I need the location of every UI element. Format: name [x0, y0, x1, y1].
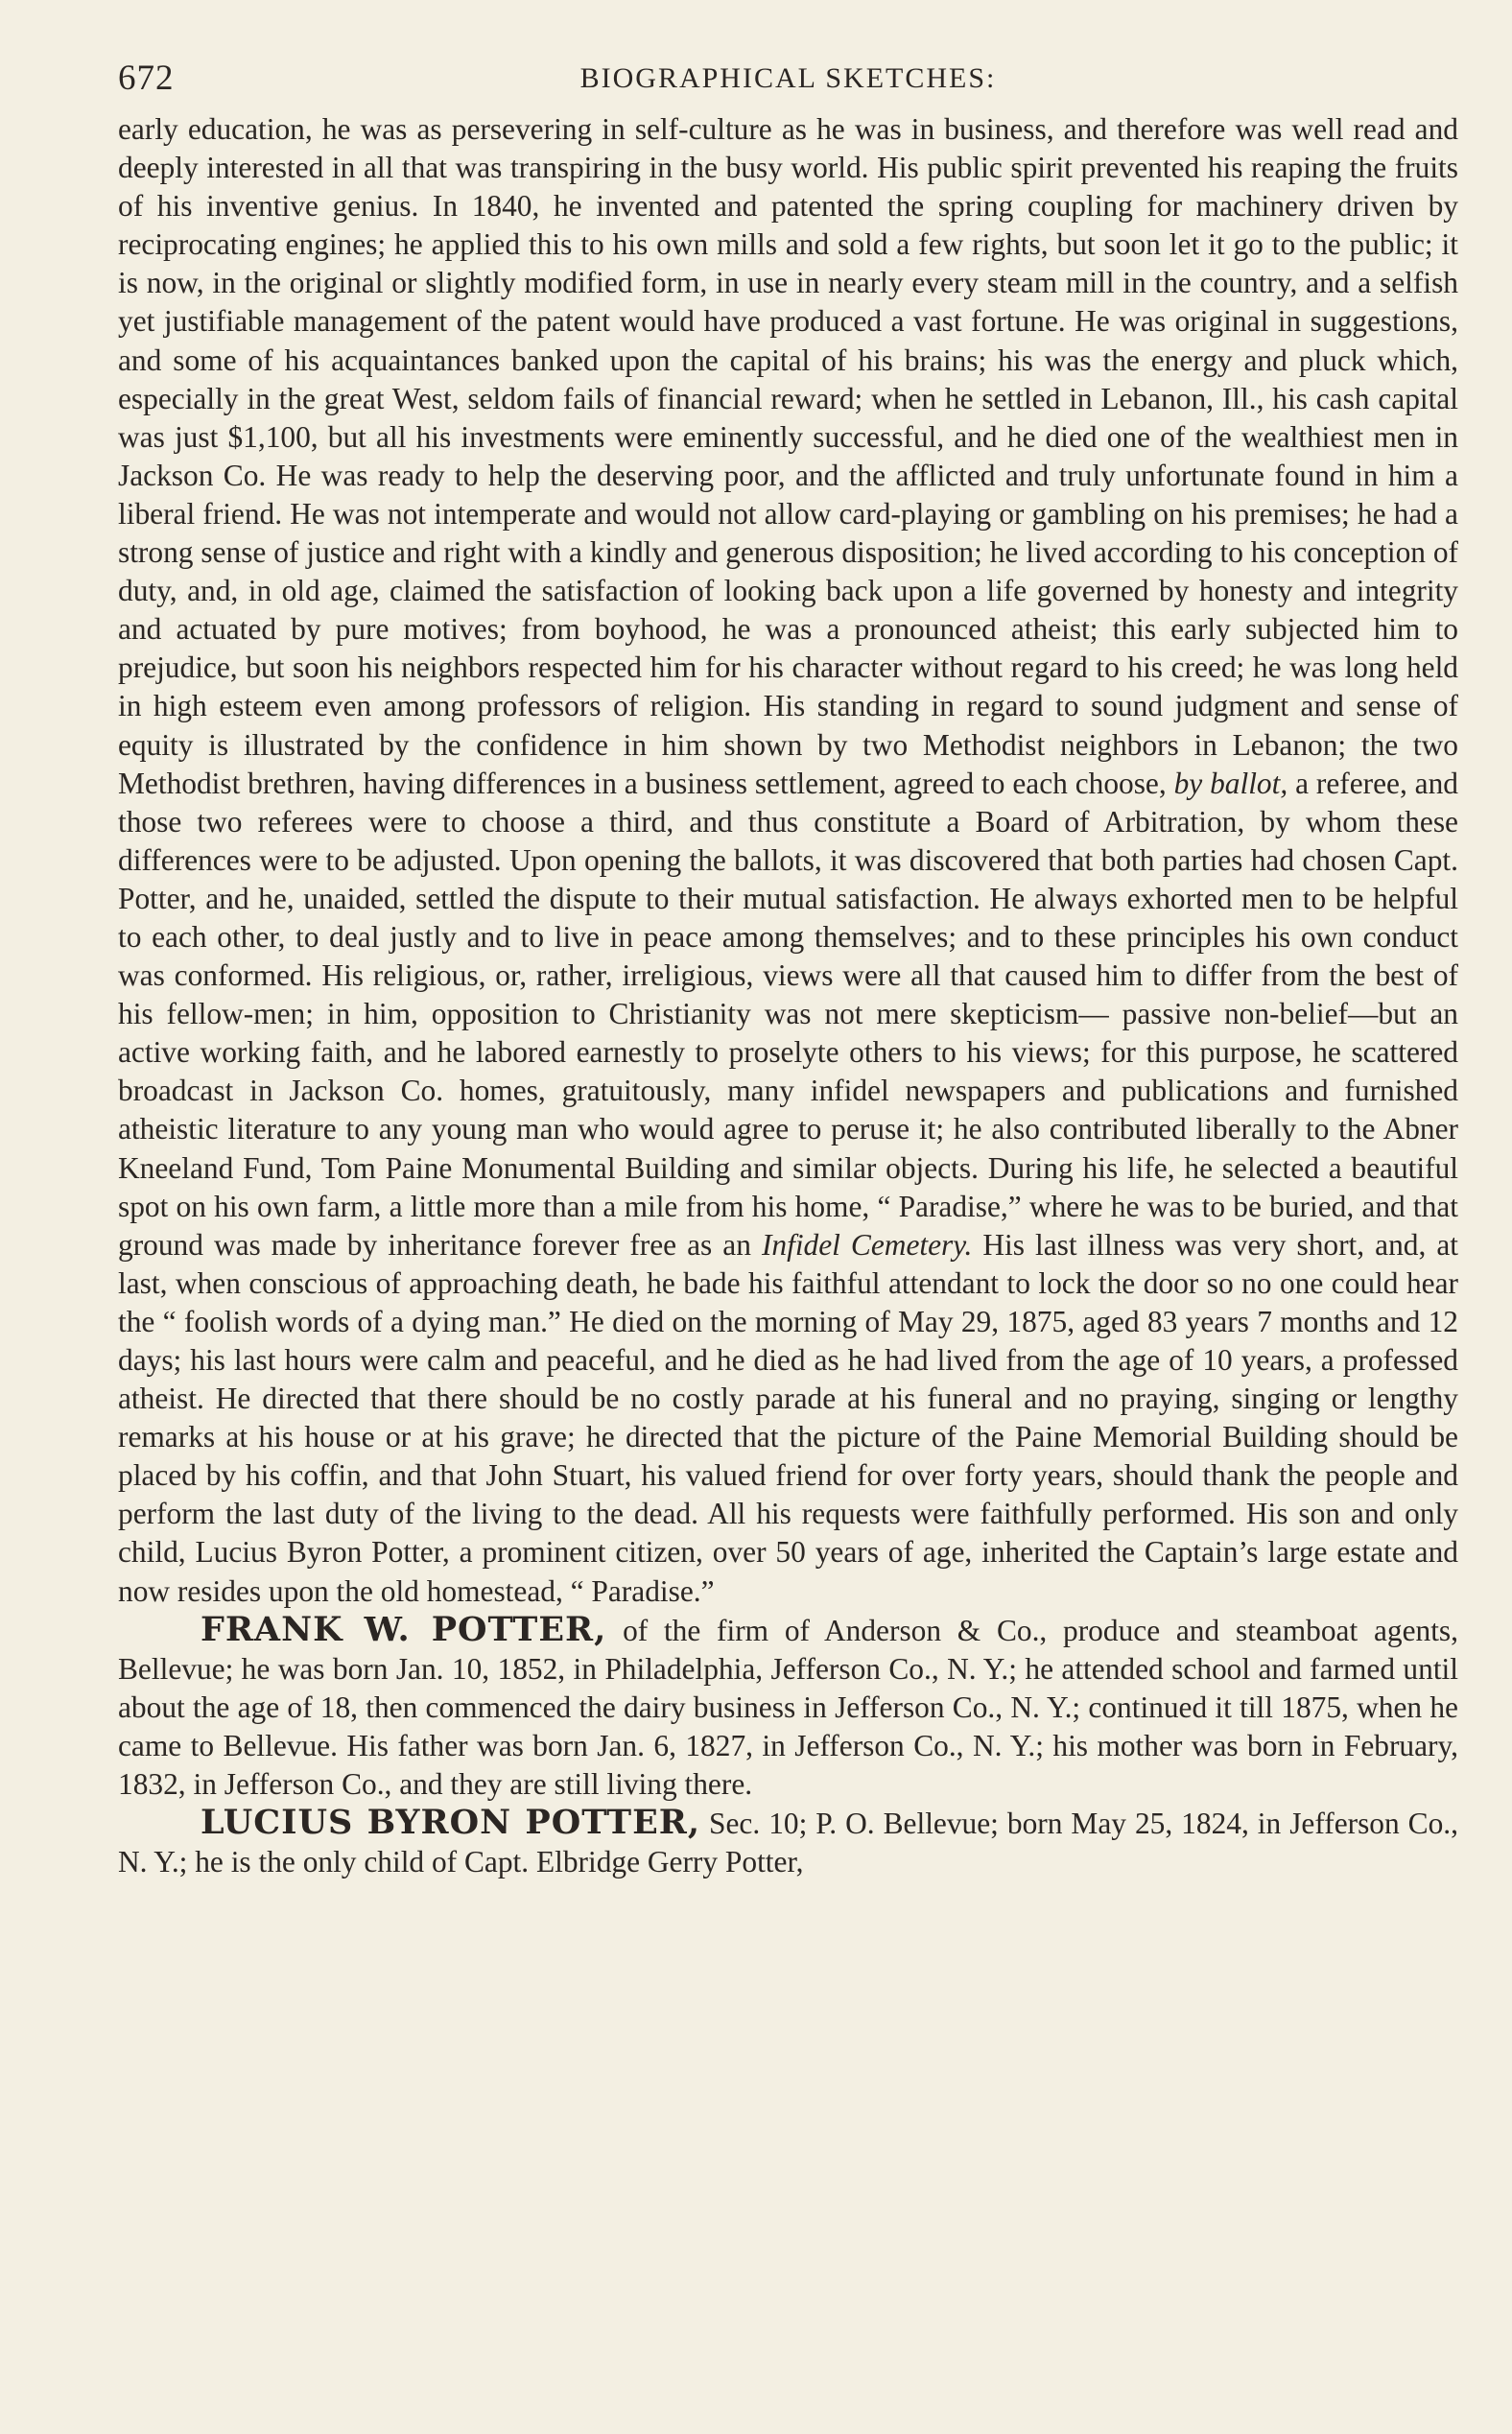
page-number: 672 — [118, 59, 175, 98]
running-title: BIOGRAPHICAL SKETCHES: — [579, 62, 997, 94]
paragraph-text: a referee, and those two referees were to choose a third, and thus constitute a Board of Arbitration, by whom these differences were to be adjusted. Upon opening the ballots, it was discovered that both parties had chosen Capt. Potter, and he, unaided, settled the dispute to their mutual satisfaction. He always exhorted men to be helpful to each other, to deal justly and to live in peace among themselves; and to these principles his own conduct was conformed. His religious, or, rather, irreligious, views were all that caused him to differ from the best of his fellow-men; in him, opposition to Christianity was not mere skepticism— passive non-belief—but an active working faith, and he labored earnestly to proselyte others to his views; for this purpose, he scattered broadcast in Jackson Co. homes, gratuitously, many infidel newspapers and publications and furnished atheistic literature to any young man who would agree to peruse it; he also contributed liberally to the Abner Kneeland Fund, Tom Paine Monumental Building and similar objects. During his life, he selected a beautiful spot on his own farm, a little more than a mile from his home, “ Paradise,” where he was to be buried, and that ground was made by inheritance forever free as an — [118, 766, 1458, 1262]
entry-frank-w-potter — [118, 1611, 1458, 1804]
entry-lucius-byron-potter — [118, 1804, 1458, 1881]
entry-text: of the firm of Anderson & Co., produce and steamboat agents, Bellevue; he was born Jan. 10, 1852, in Philadelphia, Jefferson Co., N. Y.; he attended school and farmed until about the age of 18, then commenced the dairy business in Jefferson Co., N. Y.; continued it till 1875, when he came to Bellevue. His father was born Jan. 6, 1827, in Jefferson Co., N. Y.; his mother was born in February, 1832, in Jefferson Co., and they are still living there. — [118, 1613, 1458, 1802]
running-header — [118, 53, 1458, 110]
entry-name: LUCIUS BYRON POTTER, — [201, 1803, 701, 1843]
paragraph-continued — [118, 110, 1458, 1611]
entry-text: Sec. 10; P. O. Bellevue; born May 25, 1824, in Jefferson Co., N. Y.; he is the only child of Capt. Elbridge Gerry Potter, — [118, 1807, 1459, 1879]
paragraph-text: His last illness was very short, and, at last, when conscious of approaching death, he bade his faithful attendant to lock the door so no one could hear the “ foolish words of a dying man.” He died on the morning of May 29, 1875, aged 83 years 7 months and 12 days; his last hours were calm and peaceful, and he died as he had lived from the age of 10 years, a professed atheist. He directed that there should be no costly parade at his funeral and no praying, singing or lengthy remarks at his house or at his grave; he directed that the picture of the Paine Memorial Building should be placed by his coffin, and that John Stuart, his valued friend for over forty years, should thank the people and perform the last duty of the living to the dead. All his requests were faithfully performed. His son and only child, Lucius Byron Potter, a prominent citizen, over 50 years of age, inherited the Captain’s large estate and now resides upon the old homestead, “ Paradise.” — [118, 1227, 1458, 1608]
paragraph-text: early education, he was as persevering in self-culture as he was in business, and therefore was well read and deeply interested in all that was transpiring in the busy world. His public spirit prevented his reaping the fruits of his inventive genius. In 1840, he invented and patented the spring coupling for machinery driven by reciprocating engines; he applied this to his own mills and sold a few rights, but soon let it go to the public; it is now, in the original or slightly modified form, in use in nearly every steam mill in the country, and a selfish yet justifiable management of the patent would have produced a vast fortune. He was original in suggestions, and some of his acquaintances banked upon the capital of his brains; his was the energy and pluck which, especially in the great West, seldom fails of financial reward; when he settled in Lebanon, Ill., his cash capital was just $1,100, but all his investments were eminently successful, and he died one of the wealthiest men in Jackson Co. He was ready to help the deserving poor, and the afflicted and truly unfortunate found in him a liberal friend. He was not intemperate and would not allow card-playing or gambling on his premises; he had a strong sense of justice and right with a kindly and generous disposition; he lived according to his conception of duty, and, in old age, claimed the satisfaction of looking back upon a life governed by honesty and integrity and actuated by pure motives; from boyhood, he was a pronounced atheist; this early subjected him to prejudice, but soon his neighbors respected him for his character without regard to his creed; he was long held in high esteem even among professors of religion. His standing in regard to sound judgment and sense of equity is illustrated by the confidence in him shown by two Methodist neighbors in Lebanon; the two Methodist brethren, having differences in a business settlement, agreed to each choose, — [118, 112, 1458, 800]
entry-name: FRANK W. POTTER, — [201, 1609, 607, 1649]
body-text — [118, 110, 1458, 1881]
italic-phrase: by ballot, — [1173, 766, 1288, 800]
italic-phrase: Infidel Cemetery. — [761, 1227, 973, 1262]
